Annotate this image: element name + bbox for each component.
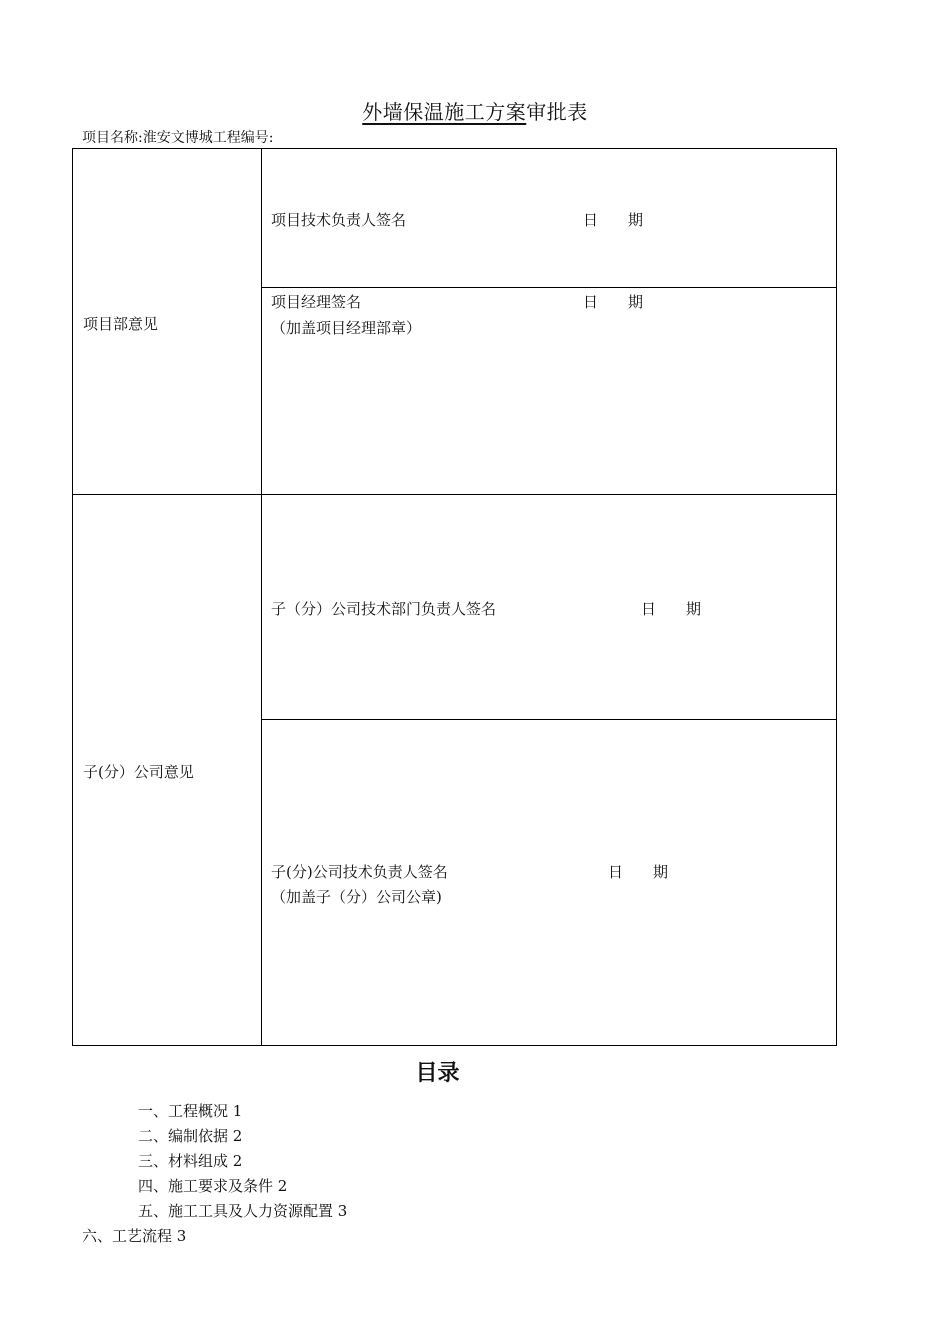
date-label-subco-dept: 日 期 (641, 600, 702, 618)
pm-stamp-note: （加盖项目经理部章） (271, 319, 422, 337)
project-meta-line: 项目名称:淮安文博城工程编号: (82, 130, 274, 146)
toc-title: 目录 (415, 1061, 460, 1086)
project-dept-opinion-label: 项目部意见 (83, 315, 159, 333)
toc-item: 一、工程概况 1 (138, 1102, 243, 1120)
toc-item: 三、材料组成 2 (138, 1152, 243, 1170)
document-title (0, 96, 950, 125)
row-divider-subco (261, 719, 836, 720)
toc-item: 二、编制依据 2 (138, 1127, 243, 1145)
date-label-subco-lead: 日 期 (608, 863, 669, 881)
toc-item: 五、施工工具及人力资源配置 3 (138, 1202, 348, 1220)
date-label-tech-lead: 日 期 (583, 211, 644, 229)
date-label-pm: 日 期 (583, 293, 644, 311)
subco-dept-signature-label: 子（分）公司技术部门负责人签名 (271, 600, 497, 618)
column-divider (261, 149, 262, 1045)
subco-lead-signature-label: 子(分)公司技术负责人签名 (271, 863, 448, 881)
subco-stamp-note: （加盖子（分）公司公章) (271, 888, 442, 906)
toc-item: 四、施工要求及条件 2 (138, 1177, 288, 1195)
row-divider-tech-pm (261, 287, 836, 288)
pm-signature-label: 项目经理签名 (271, 293, 362, 311)
title-rest: 审批表 (526, 100, 588, 124)
title-underlined: 外墙保温施工方案 (362, 100, 527, 124)
row-divider-section (73, 494, 836, 495)
tech-lead-signature-label: 项目技术负责人签名 (271, 211, 407, 229)
subco-opinion-label: 子(分）公司意见 (83, 763, 194, 781)
toc-item: 六、工艺流程 3 (82, 1227, 187, 1245)
approval-table (72, 148, 837, 1046)
